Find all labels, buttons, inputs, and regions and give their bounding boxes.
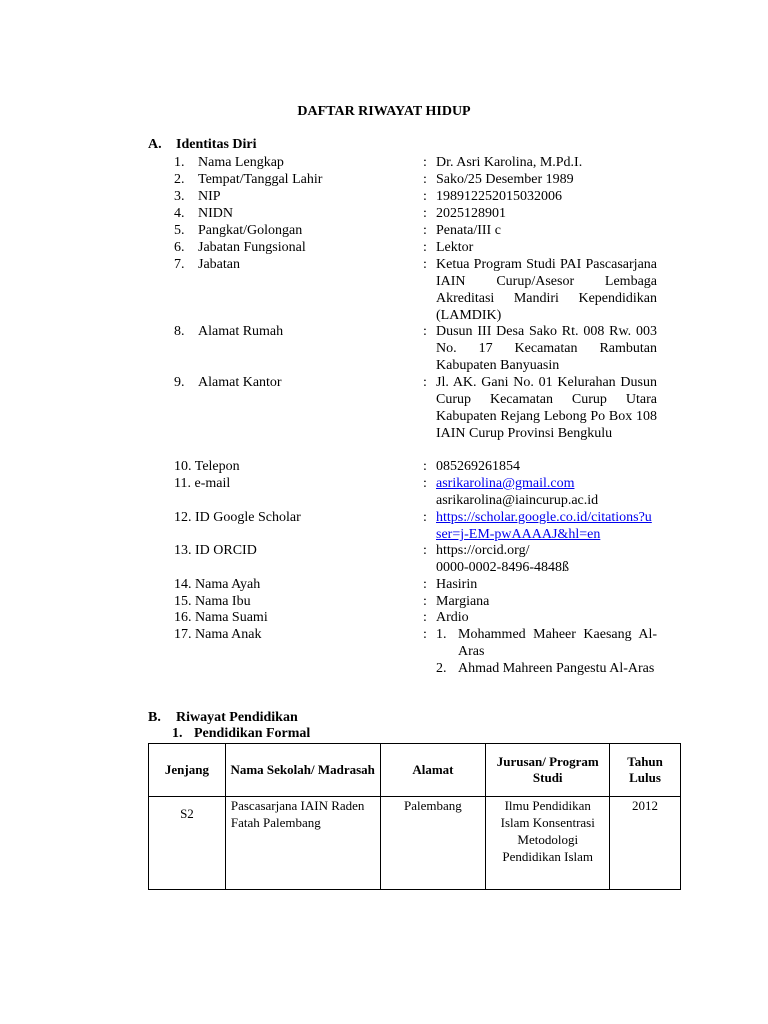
row-label: NIDN [198,206,233,221]
child-name: Ahmad Mahreen Pangestu Al-Aras [458,661,655,676]
row-value: Margiana [436,594,490,609]
row-colon: : [423,476,427,491]
row-value: Ardio [436,610,469,625]
list-item [436,626,657,660]
row-colon: : [423,594,427,609]
children-list [436,626,657,677]
row-number: 3. [174,189,185,204]
row-number: 9. [174,375,185,390]
email-secondary: asrikarolina@iaincurup.ac.id [436,493,599,508]
document-title: DAFTAR RIWAYAT HIDUP [297,104,471,119]
col-header-jenjang: Jenjang [149,744,226,797]
child-name: Mohammed Maheer Kaesang Al-Aras [458,627,657,659]
row-number: 13. [174,543,192,558]
row-label [174,593,251,610]
education-table [148,743,681,890]
row-value [436,542,657,576]
child-number: 2. [436,661,447,676]
col-header-nama-sekolah: Nama Sekolah/ Madrasah [225,744,380,797]
subsection-heading [172,726,310,742]
col-header-alamat: Alamat [380,744,486,797]
row-value: 2025128901 [436,206,506,221]
row-label-text: Telepon [194,459,240,474]
row-label [174,576,260,593]
row-number: 8. [174,324,185,339]
row-label [174,475,230,492]
row-label-text: Nama Ayah [195,577,261,592]
row-label-text: Nama Anak [195,627,262,642]
row-label [174,509,301,526]
subsection-title: Pendidikan Formal [194,726,311,741]
row-number: 6. [174,240,185,255]
row-colon: : [423,610,427,625]
section-b-title: Riwayat Pendidikan [176,710,298,725]
row-number: 12. [174,510,192,525]
orcid-url: https://orcid.org/ [436,543,530,558]
row-number: 5. [174,223,185,238]
cell-jurusan: Ilmu Pendidikan Islam Konsentrasi Metodologi Pendidikan Islam [486,797,610,890]
row-label [174,458,240,475]
subsection-number: 1. [172,726,183,741]
cell-sekolah: Pascasarjana IAIN Raden Fatah Palembang [225,797,380,890]
row-label: Nama Lengkap [198,155,284,170]
row-value: Jl. AK. Gani No. 01 Kelurahan Dusun Curup Kecamatan Curup Utara Kabupaten Rejang Lebong Po Box 108 IAIN Curup Provinsi Bengkulu [436,375,657,441]
row-number: 16. [174,610,192,625]
section-a-heading [148,137,257,153]
col-header-tahun-lulus: Tahun Lulus [610,744,681,797]
row-colon: : [423,223,427,238]
email-link-gmail[interactable]: asrikarolina@gmail.com [436,476,575,491]
cell-jenjang: S2 [149,797,226,890]
row-colon: : [423,510,427,525]
row-value: Ketua Program Studi PAI Pascasarjana IAIN Curup/Asesor Lembaga Akreditasi Mandiri Kependidikan (LAMDIK) [436,257,657,323]
row-colon: : [423,257,427,272]
row-label-text: e-mail [194,476,231,491]
cell-tahun: 2012 [610,797,681,890]
row-colon: : [423,577,427,592]
row-colon: : [423,627,427,642]
row-label: Pangkat/Golongan [198,223,303,238]
row-number: 7. [174,257,185,272]
row-label: Alamat Rumah [198,324,284,339]
row-colon: : [423,459,427,474]
row-colon: : [423,324,427,339]
row-value: Penata/III c [436,223,501,238]
row-label [174,542,257,559]
row-colon: : [423,240,427,255]
row-value: Sako/25 Desember 1989 [436,172,574,187]
section-a-letter: A. [148,137,162,152]
row-value: Lektor [436,240,474,255]
table-row [149,797,681,890]
row-colon: : [423,189,427,204]
row-number: 4. [174,206,185,221]
row-label-text: ID Google Scholar [195,510,301,525]
section-b-letter: B. [148,710,161,725]
table-header-row [149,744,681,797]
row-label: Tempat/Tanggal Lahir [198,172,323,187]
row-label: Alamat Kantor [198,375,282,390]
row-value: Hasirin [436,577,478,592]
row-value: 085269261854 [436,459,520,474]
row-colon: : [423,543,427,558]
row-number: 11. [174,476,191,491]
col-header-jurusan: Jurusan/ Program Studi [486,744,610,797]
row-label-text: Nama Ibu [195,594,251,609]
row-number: 1. [174,155,185,170]
row-number: 17. [174,627,192,642]
row-label [174,609,268,626]
row-colon: : [423,155,427,170]
row-number: 2. [174,172,185,187]
row-colon: : [423,172,427,187]
section-b-heading [148,710,298,726]
row-label-text: ID ORCID [195,543,257,558]
row-colon: : [423,206,427,221]
row-label: NIP [198,189,221,204]
row-colon: : [423,375,427,390]
row-number: 15. [174,594,192,609]
google-scholar-link[interactable]: https://scholar.google.co.id/citations?user=j-EM-pwAAAAJ&hl=en [436,510,652,542]
orcid-id: 0000-0002-8496-4848ß [436,560,569,575]
row-value [436,475,657,509]
row-label: Jabatan Fungsional [198,240,306,255]
cell-alamat: Palembang [380,797,486,890]
row-label [174,626,261,643]
row-value: 198912252015032006 [436,189,562,204]
section-a-title: Identitas Diri [176,137,257,152]
row-number: 10. [174,459,192,474]
row-number: 14. [174,577,192,592]
row-value: Dr. Asri Karolina, M.Pd.I. [436,155,583,170]
list-item [436,660,657,677]
child-number: 1. [436,627,447,642]
row-label: Jabatan [198,257,240,272]
row-value: Dusun III Desa Sako Rt. 008 Rw. 003 No. 17 Kecamatan Rambutan Kabupaten Banyuasin [436,324,657,373]
row-label-text: Nama Suami [195,610,268,625]
